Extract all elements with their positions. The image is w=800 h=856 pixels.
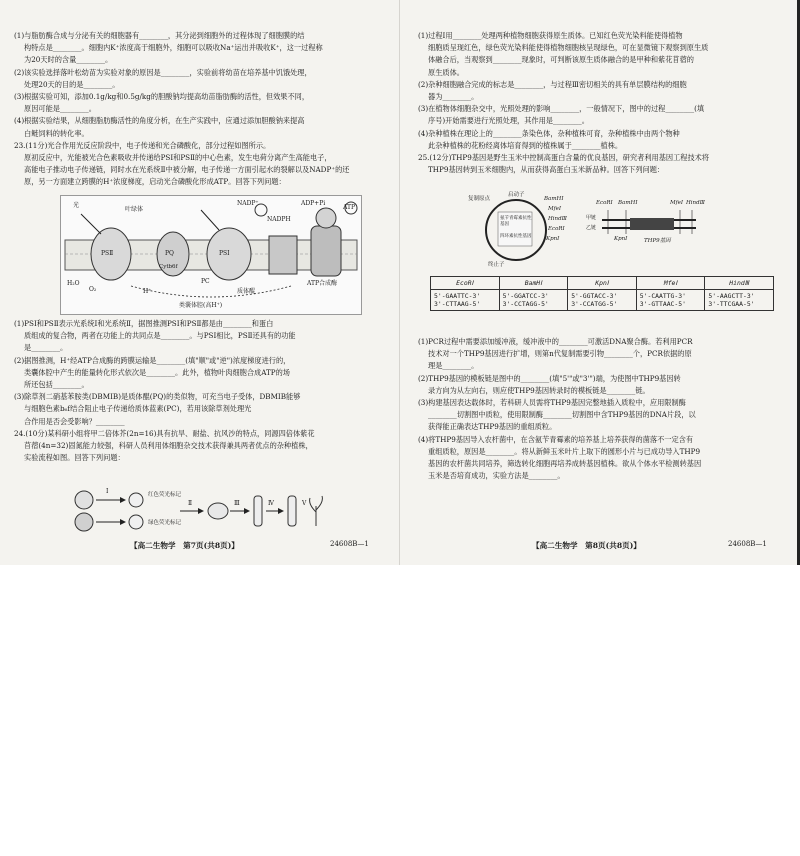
table-row (431, 290, 774, 311)
plasmid-label-tet: 四环素抗性基因 (500, 234, 532, 239)
table-header: EcoRⅠ (431, 277, 500, 290)
text-line: (1)过程Ⅰ用________处理两种植物细胞获得原生质体。已知红色荧光染料能使得植物 (418, 31, 683, 40)
fig-label-cytb6f: Cytb6f (159, 264, 178, 270)
text-line: (3)在植物体细胞杂交中，光照处理的影响________，一般情况下，图中的过程________(填 (418, 104, 705, 114)
text-line: 是________。 (24, 343, 68, 353)
text-line: 类囊体腔中产生的能量转化形式依次是________。此外，植物叶肉细胞合成ATP的场 (24, 367, 290, 377)
paper-code-right: 24608B—1 (728, 540, 767, 548)
flow-label-red: 红色荧光标记 (148, 492, 182, 498)
seq-top: 5'-GGATCC-3' (502, 292, 549, 300)
text-line: 基因的农杆菌共同培养，筛选转化细胞再培养成转基因植株。欲从个体水平检测转基因 (428, 459, 702, 469)
thp9-gene-diagram (586, 200, 706, 250)
paper-code-left: 24608B—1 (330, 540, 369, 548)
flow-step-2: Ⅱ (188, 500, 193, 507)
q24 (14, 428, 384, 464)
fig-label-ps1: PSⅠ (219, 250, 230, 257)
page-fold (399, 0, 400, 565)
text-line: 录方向为从左向右，则应使THP9基因转录时的模板链是________链。 (428, 385, 650, 395)
text-line: 白鲢饲料的转化率。 (24, 128, 89, 138)
seq-bottom: 3'-TTCGAA-5' (708, 300, 755, 308)
text-line: 所还包括________。 (24, 380, 89, 390)
fig-label-hplus: H⁺ (143, 288, 152, 295)
thylakoid-diagram (60, 195, 362, 315)
fig-label-pc: PC (201, 278, 210, 285)
gene-label-mfei: MfeⅠ (670, 200, 684, 206)
question-stem: 苜蓿(4n=32)固氮能力较强，科研人员利用体细胞杂交技术获得兼具两者优点的杂种植株， (24, 441, 313, 451)
table-cell (705, 290, 774, 311)
table-cell (636, 290, 705, 311)
seq-top: 5'-CAATTG-3' (639, 292, 686, 300)
seq-bottom: 3'-CTTAAG-5' (434, 300, 481, 308)
table-cell (431, 290, 500, 311)
text-line: 技术对一个THP9基因进行扩增，则第n代复制需要引物________个，PCR依据的原 (428, 349, 692, 359)
text-line: (2)杂种细胞融合完成的标志是________，与过程Ⅲ密切相关的具有单层膜结构的细胞 (418, 79, 687, 89)
page-7-lower (14, 318, 384, 838)
plasmid-label-bamhi: BamHⅠ (544, 196, 564, 202)
plasmid-label-ecori: EcoRⅠ (548, 226, 565, 232)
question-stem: 23.(11分)光合作用光反应阶段中，电子传递和光合磷酸化，部分过程如图所示。 (14, 140, 271, 150)
plasmid-label-amp: 氨苄青霉素抗性基因 (500, 216, 532, 227)
seq-top: 5'-GGTACC-3' (571, 292, 618, 300)
text-line: (3)除草剂二硝基苯胺类(DBMIB)是质体醌(PQ)的类似物，可充当电子受体，DBMIB能够 (14, 392, 301, 402)
fig-label-h2o: H₂O (67, 280, 80, 287)
seq-top: 5'-AAGCTT-3' (708, 292, 755, 300)
gene-label-strand-b: 乙链 (586, 225, 597, 231)
table-header-row (431, 277, 774, 290)
fig-label-o2: O₂ (89, 286, 97, 293)
table-header: KpnⅠ (568, 277, 637, 290)
text-line: 序号)开始需要进行光照处理，其作用是________。 (428, 116, 589, 126)
plasmid-label-hindiii: HindⅢ (548, 216, 567, 222)
question-stem: 原，另一方面建立跨膜的H⁺浓度梯度，启动光合磷酸化形成ATP。回答下列问题： (24, 177, 286, 187)
flow-step-4: Ⅳ (268, 500, 274, 507)
plasmid-diagram (468, 190, 578, 270)
page-8-lower (418, 336, 788, 856)
q23-subquestions (14, 318, 384, 427)
text-line: 与细胞色素b₆f结合阻止电子传递给质体蓝素(PC)，若用该除草剂处理光 (24, 404, 252, 414)
text-line: 此杂种植株的花粉经离体培育得到的植株属于________植株。 (428, 140, 623, 150)
text-line: 体融合后，当观察到________现象时，可判断该原生质体融合的是甲种和紫花苜蓿的 (428, 55, 694, 65)
gene-label-hindiii: HindⅢ (686, 200, 705, 206)
question-stem: 原初反应中，光能被光合色素吸收并传递给PSⅠ和PSⅡ的中心色素，发生电荷分离产生高能电子， (24, 153, 332, 163)
text-line: (2)THP9基因的模板链是图中的________(填"5'"或"3'")端，为使图中THP9基因转 (418, 373, 681, 383)
text-line: 处理20天的目的是________。 (24, 79, 120, 89)
protoplast-flow-diagram (70, 488, 330, 534)
text-line: (2)据图推测，H⁺经ATP合成酶的跨膜运输是________(填"顺"或"逆")浓度梯度进行的， (14, 355, 291, 365)
text-line: 原因可能是________。 (24, 104, 96, 114)
text-line: 构特点是________。细胞内K⁺浓度高于细胞外，细胞可以吸收Na⁺运出并吸收K⁺，这一过程称 (24, 43, 323, 53)
fig-label-chloroplast: 叶绿体 (125, 206, 144, 213)
gene-label-thp9: THP9基因 (644, 238, 671, 244)
q23 (14, 140, 384, 188)
seq-bottom: 3'-GTTAAC-5' (639, 300, 686, 308)
table-cell (499, 290, 568, 311)
footer-page-8: 【高二生物学 第8页(共8页)】 (532, 541, 641, 550)
flow-label-green: 绿色荧光标记 (148, 520, 182, 526)
text-line: 理是________。 (428, 361, 479, 371)
fig-label-lumen: 类囊体腔(高H⁺) (179, 302, 223, 309)
text-line: (4)杂种植株在理论上的________条染色体，杂种植株可育，杂种植株中由两个物种 (418, 128, 680, 138)
q24-subquestions (418, 30, 788, 151)
q25 (418, 152, 788, 175)
text-line: 玉米是否培育成功，实验方法是________。 (428, 471, 565, 481)
gene-label-ecori: EcoRⅠ (596, 200, 613, 206)
text-line: 器为________。 (428, 92, 479, 102)
gene-label-bamhi: BamHⅠ (618, 200, 638, 206)
q22-tail (14, 30, 384, 139)
footer-page-7: 【高二生物学 第7页(共8页)】 (130, 541, 239, 550)
text-line: 质组成的复合物，两者在功能上的共同点是________。与PSⅠ相比，PSⅡ还具有的功能 (24, 331, 296, 341)
gene-label-strand-a: 甲链 (586, 215, 597, 221)
plasmid-label-mfei: MfeⅠ (548, 206, 562, 212)
fig-label-pq: PQ (165, 250, 174, 257)
plasmid-label-kpni: KpnⅠ (546, 236, 560, 242)
question-stem: 实验流程如图。回答下列问题： (24, 453, 125, 463)
plasmid-label-terminator: 终止子 (488, 262, 505, 268)
fig-label-adp: ADP+Pi (301, 200, 326, 207)
text-line: 原生质体。 (428, 67, 464, 77)
q25-subquestions (418, 336, 788, 481)
table-cell (568, 290, 637, 311)
seq-bottom: 3'-CCTAGG-5' (502, 300, 549, 308)
text-line: 合作用是否会受影响？________ (24, 416, 125, 426)
table-header: HindⅢ (705, 277, 774, 290)
text-line: 细胞质呈现红色，绿色荧光染料能使得植物细胞核呈现绿色，可在显微镜下观察到原生质 (428, 43, 709, 53)
fig-label-nadp: NADP⁺ (237, 200, 259, 207)
seq-bottom: 3'-CCATGG-5' (571, 300, 618, 308)
seq-top: 5'-GAATTC-3' (434, 292, 481, 300)
restriction-enzyme-table (430, 276, 774, 311)
text-line: 为20天时的含量________。 (24, 55, 113, 65)
flow-step-5: Ⅴ (302, 500, 307, 507)
text-line: (1)PSⅠ和PSⅡ表示光系统Ⅰ和光系统Ⅱ，据图推测PSⅠ和PSⅡ都是由________和蛋白 (14, 319, 274, 328)
question-stem: 24.(10分)某科研小组将甲二倍体芥(2n=16)具有抗旱、耐盐、抗风沙的特点，同源四倍体紫花 (14, 428, 315, 438)
text-line: (4)根据实验结果，从细胞脂肪酶活性的角度分析，在生产实践中，应通过添加胆酸钠来提高 (14, 116, 305, 126)
text-line: (1)与脂肪酶合成与分泌有关的细胞器有________，其分泌到细胞外的过程体现了细胞膜的结 (14, 31, 305, 40)
question-stem: THP9基因转到玉米细胞内，从而获得高蛋白玉米新品种。回答下列问题： (428, 165, 665, 175)
flow-step-3: Ⅲ (234, 500, 240, 507)
fig-label-atp: ATP (343, 204, 356, 211)
text-line: (2)该实验选择落叶松幼苗为实验对象的原因是________，实验前将幼苗在培养基中饥饿处理， (14, 67, 312, 77)
fig-label-light: 光 (73, 202, 80, 209)
text-line: 获得能正确表达THP9基因的重组质粒。 (428, 422, 557, 432)
table-header: BamHⅠ (499, 277, 568, 290)
question-stem: 25.(12分)THP9基因是野生玉米中控制高蛋白含量的优良基因，研究者利用基因工程技术将 (418, 153, 710, 163)
text-line: 重组质粒，原因是________。将从新鲜玉米叶片上取下的圆形小片与已成功导入THP9 (428, 446, 701, 456)
plasmid-label-promoter: 启动子 (508, 192, 525, 198)
table-header: MfeⅠ (636, 277, 705, 290)
fig-label-ps2: PSⅡ (101, 250, 114, 257)
text-line: ________切割图中质粒，使用限制酶________切割图中含THP9基因的DNA片段，以 (428, 410, 696, 420)
fig-label-nadph: NADPH (267, 216, 291, 223)
text-line: (4)将THP9基因导入农杆菌中，在含氨苄青霉素的培养基上培养获得的菌落不一定含有 (418, 434, 694, 444)
text-line: (3)根据实验可知，添加0.1g/kg和0.5g/kg的胆酸钠均提高幼苗脂肪酶的活性，但效果不同， (14, 92, 310, 102)
gene-label-kpni: KpnⅠ (614, 236, 628, 242)
fig-label-atp-synthase: ATP合成酶 (307, 280, 338, 287)
question-stem: 高能电子推动电子传递链，同时水在光系统Ⅱ中被分解，电子传递一方面引起水的裂解以及NADP⁺的还 (24, 165, 350, 175)
plasmid-label-ori: 复制原点 (468, 196, 491, 202)
text-line: (1)PCR过程中需要添加缓冲液，缓冲液中的________可激活DNA聚合酶。若利用PCR (418, 337, 693, 346)
fig-label-plastocyanin: 质体醌 (237, 288, 256, 295)
text-line: (3)构建基因表达载体时，若科研人员需将THP9基因完整地插入质粒中，应用限制酶 (418, 398, 686, 408)
flow-step-1: Ⅰ (106, 488, 109, 495)
